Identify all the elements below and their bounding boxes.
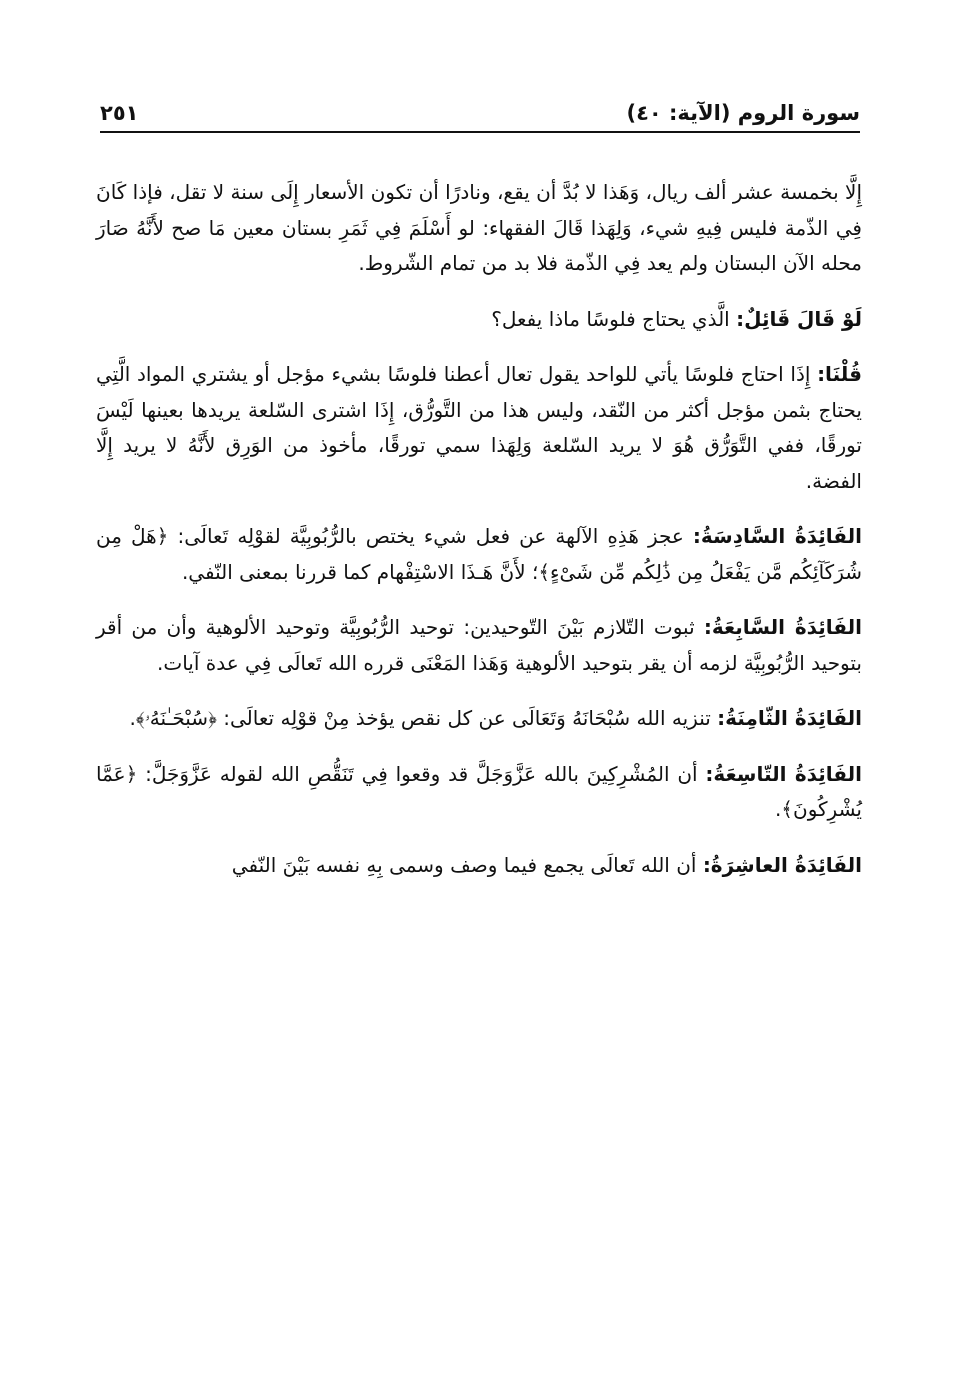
paragraph-7 xyxy=(96,757,862,828)
page-body xyxy=(96,175,862,903)
paragraph-3-text: إِذَا احتاج فلوسًا يأتي للواحد يقول تعال أعطنا فلوسًا بشيء مؤجل أو يشتري المواد الَّتِي يحتاج بثمن مؤجل أكثر من النّقد، وليس هذا من التَّورُّق، إِذَا اشترى السّلعة يريدها بعينها لَيْسَ تورقًا، ففي التَّوَرُّق هُوَ لا يريد السّلعة وَلِهَذا سمي تورقًا، مأخوذ من الوَرِق لأَنَّهُ لا يريد إِلَّا الفضة. xyxy=(96,362,862,493)
paragraph-6 xyxy=(96,701,862,737)
paragraph-7-label: الفَائِدَةُ التّاسِعَةُ: xyxy=(705,761,862,786)
paragraph-2-label: لَوْ قَالَ قَائِلٌ: xyxy=(736,306,862,331)
paragraph-4 xyxy=(96,519,862,590)
paragraph-4-text: عجز هَذِهِ الآلهة عن فعل شيء يختص بالرُّبُوبِيَّة لقوْلِه تَعالَى: ﴿هَلْ مِن شُرَكَآئِكُم مَّن يَفْعَلُ مِن ذَٰلِكُم مِّن شَىْءٍ﴾؛ لأَنَّ هَـذَا الاسْتِفْهام كما قررنا بمعنى النّفي. xyxy=(96,524,862,584)
paragraph-2 xyxy=(96,302,862,338)
paragraph-6-text: تنزيه الله سُبْحَانَهُ وَتَعَالَى عن كل نقص يؤخذ مِنْ قوْلِه تعالَى: ﴿سُبْحَـٰنَهُۥ﴾. xyxy=(129,706,718,730)
page-header xyxy=(100,98,860,134)
paragraph-3 xyxy=(96,357,862,499)
paragraph-6-label: الفَائِدَةُ الثّامِنَةُ: xyxy=(717,706,862,730)
paragraph-8-text: أن الله تَعالَى يجمع فيما وصف وسمى بِهِ نفسه بَيْنَ النّفي xyxy=(231,852,703,877)
paragraph-8 xyxy=(96,848,862,884)
paragraph-4-label: الفَائِدَةُ السَّادِسَةُ: xyxy=(692,524,862,548)
paragraph-1 xyxy=(96,175,862,282)
paragraph-8-label: الفَائِدَةُ العاشِرَةُ: xyxy=(702,852,862,877)
paragraph-5-text: ثبوت التّلازم بَيْنَ التّوحيدين: توحيد الرُّبُوبِيَّة وتوحيد الألوهية وأن من أقر بتوحيد الرُّبُوبِيَّة لزمه أن يقر بتوحيد الألوهية وَهَذا المَعْنَى قرره الله تَعالَى فِي عدة آيات. xyxy=(96,615,862,675)
paragraph-5-label: الفَائِدَةُ السَّابِعَةُ: xyxy=(703,615,862,639)
header-rule xyxy=(100,131,860,133)
page-number: ٢٥١ xyxy=(100,101,139,125)
paragraph-7-text: أن المُشْرِكِينَ بالله عَزَّوَجَلَّ قد وقعوا فِي تَنَقُّصِ الله لقوله عَزَّوَجَلَّ: ﴿عَمَّا يُشْرِكُونَ﴾. xyxy=(96,761,862,821)
paragraph-1-text: إِلَّا بخمسة عشر ألف ريال، وَهَذا لا بُدَّ أن يقع، ونادرًا أن تكون الأسعار إِلَى سنة لا تقل، فإذا كَانَ فِي الذّمة فليس فِيهِ شيء، وَلِهَذا قَالَ الفقهاء: لو أَسْلَمَ فِي ثَمَرِ بستان معين مَا صح لأَنَّهُ صَارَ محله الآن البستان ولم يعد فِي الذّمة فلا بد من تمام الشّروط. xyxy=(96,180,862,275)
paragraph-3-label: قُلْنَا: xyxy=(817,362,862,386)
paragraph-2-text: الَّذي يحتاج فلوسًا ماذا يفعل؟ xyxy=(491,306,737,331)
paragraph-5 xyxy=(96,610,862,681)
running-title: سورة الروم (الآية: ٤٠) xyxy=(626,101,860,125)
